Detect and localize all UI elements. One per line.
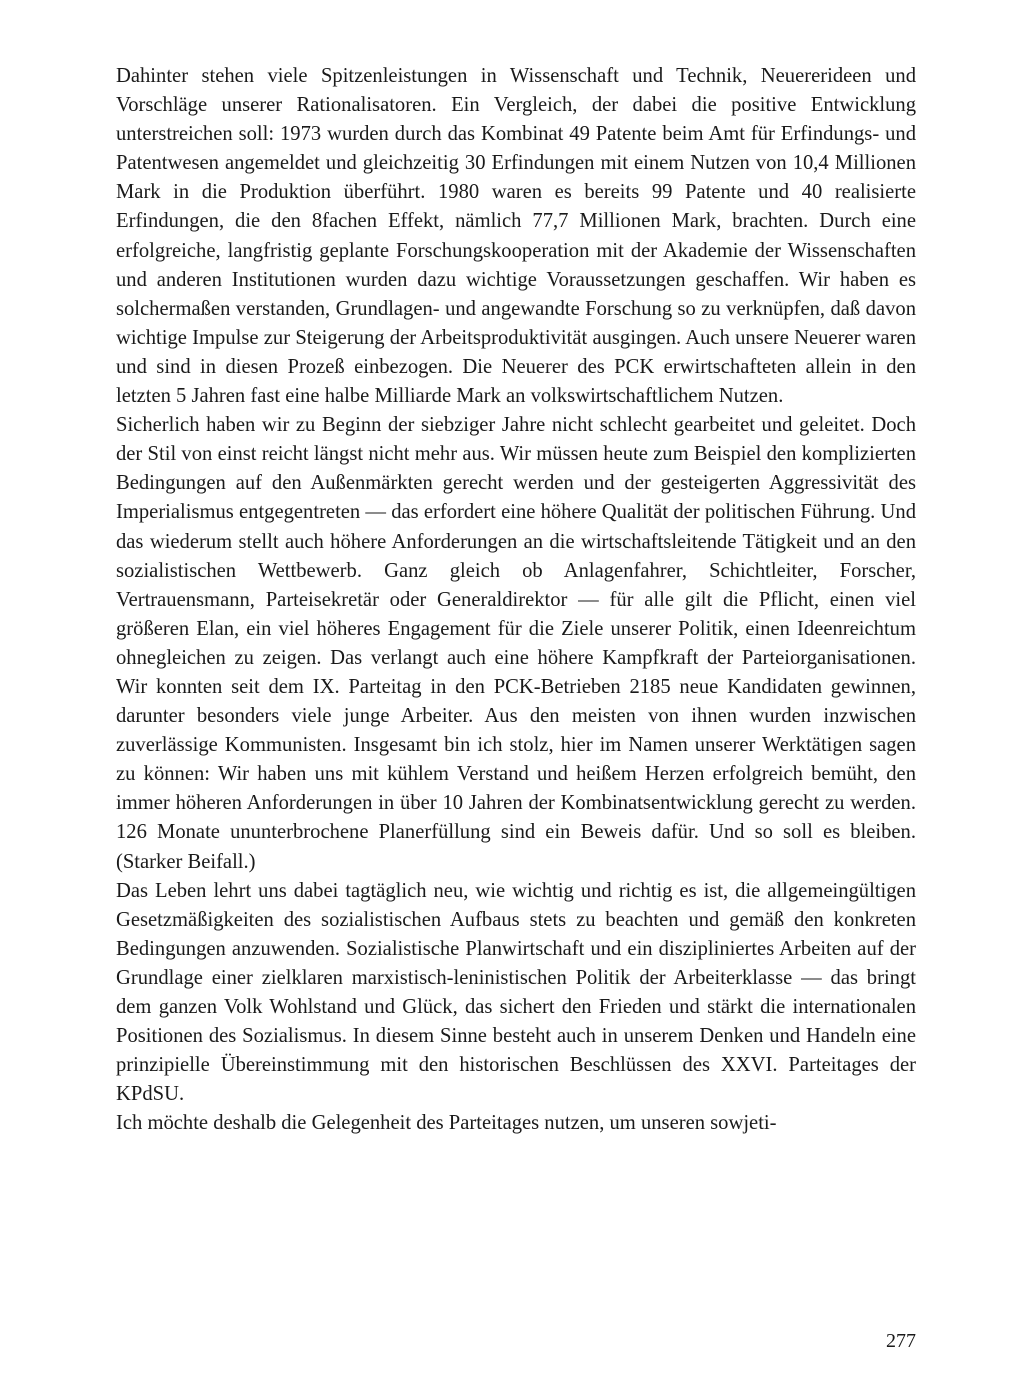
page-number: 277 xyxy=(886,1330,916,1352)
paragraph-1: Dahinter stehen viele Spitzenleistungen in Wissenschaft und Technik, Neuererideen und Vorschläge unserer Rationalisatoren. Ein Vergleich, der dabei die positive Entwicklung unterstreichen soll: 1973 wurden durch das Kombinat 49 Patente beim Amt für Erfindungs- und Patentwesen angemeldet und gleichzeitig 30 Erfindungen mit einem Nutzen von 10,4 Millionen Mark in die Produktion überführt. 1980 waren es bereits 99 Patente und 40 realisierte Erfindungen, die den 8fachen Effekt, nämlich 77,7 Millionen Mark, brachten. Durch eine erfolgreiche, langfristig geplante Forschungskooperation mit der Akademie der Wissenschaften und anderen Institutionen wurden dazu wichtige Voraussetzungen geschaffen. Wir haben es solchermaßen verstanden, Grundlagen- und angewandte Forschung so zu verknüpfen, daß davon wichtige Impulse zur Steigerung der Arbeitsproduktivität ausgingen. Auch unsere Neuerer waren und sind in diesen Prozeß einbezogen. Die Neuerer des PCK erwirtschafteten allein in den letzten 5 Jahren fast eine halbe Milliarde Mark an volkswirtschaftlichem Nutzen. xyxy=(116,65,916,408)
paragraph-4: Ich möchte deshalb die Gelegenheit des Parteitages nutzen, um unseren sowjeti- xyxy=(116,1112,777,1135)
document-page xyxy=(116,62,916,1138)
paragraph-2: Sicherlich haben wir zu Beginn der siebziger Jahre nicht schlecht gearbeitet und geleitet. Doch der Stil von einst reicht längst nicht mehr aus. Wir müssen heute zum Beispiel den komplizierten Bedingungen auf den Außenmärkten gerecht werden und der gesteigerten Aggressivität des Imperialismus entgegentreten — das erfordert eine höhere Qualität der politischen Führung. Und das wiederum stellt auch höhere Anforderungen an die wirtschaftsleitende Tätigkeit und an den sozialistischen Wettbewerb. Ganz gleich ob Anlagenfahrer, Schichtleiter, Forscher, Vertrauensmann, Parteisekretär oder Generaldirektor — für alle gilt die Pflicht, einen viel größeren Elan, ein viel höheres Engagement für die Ziele unserer Politik, einen Ideenreichtum ohnegleichen zu zeigen. Das verlangt auch eine höhere Kampfkraft der Parteiorganisationen. Wir konnten seit dem IX. Parteitag in den PCK-Betrieben 2185 neue Kandidaten gewinnen, darunter besonders viele junge Arbeiter. Aus den meisten von ihnen wurden inzwischen zuverlässige Kommunisten. Insgesamt bin ich stolz, hier im Namen unserer Werktätigen sagen zu können: Wir haben uns mit kühlem Verstand und heißem Herzen erfolgreich bemüht, den immer höheren Anforderungen in über 10 Jahren der Kombinatsentwicklung gerecht zu werden. 126 Monate ununterbrochene Planerfüllung sind ein Beweis dafür. Und so soll es bleiben. (Starker Beifall.) xyxy=(116,414,916,873)
paragraph-3: Das Leben lehrt uns dabei tagtäglich neu, wie wichtig und richtig es ist, die allgemeingültigen Gesetzmäßigkeiten des sozialistischen Aufbaus stets zu beachten und gemäß den konkreten Bedingungen anzuwenden. Sozialistische Planwirtschaft und ein diszipliniertes Arbeiten auf der Grundlage einer zielklaren marxistisch-leninistischen Politik der Arbeiterklasse — das bringt dem ganzen Volk Wohlstand und Glück, das sichert den Frieden und stärkt die internationalen Positionen des Sozialismus. In diesem Sinne besteht auch in unserem Denken und Handeln eine prinzipielle Übereinstimmung mit den historischen Beschlüssen des XXVI. Parteitages der KPdSU. xyxy=(116,879,916,1106)
